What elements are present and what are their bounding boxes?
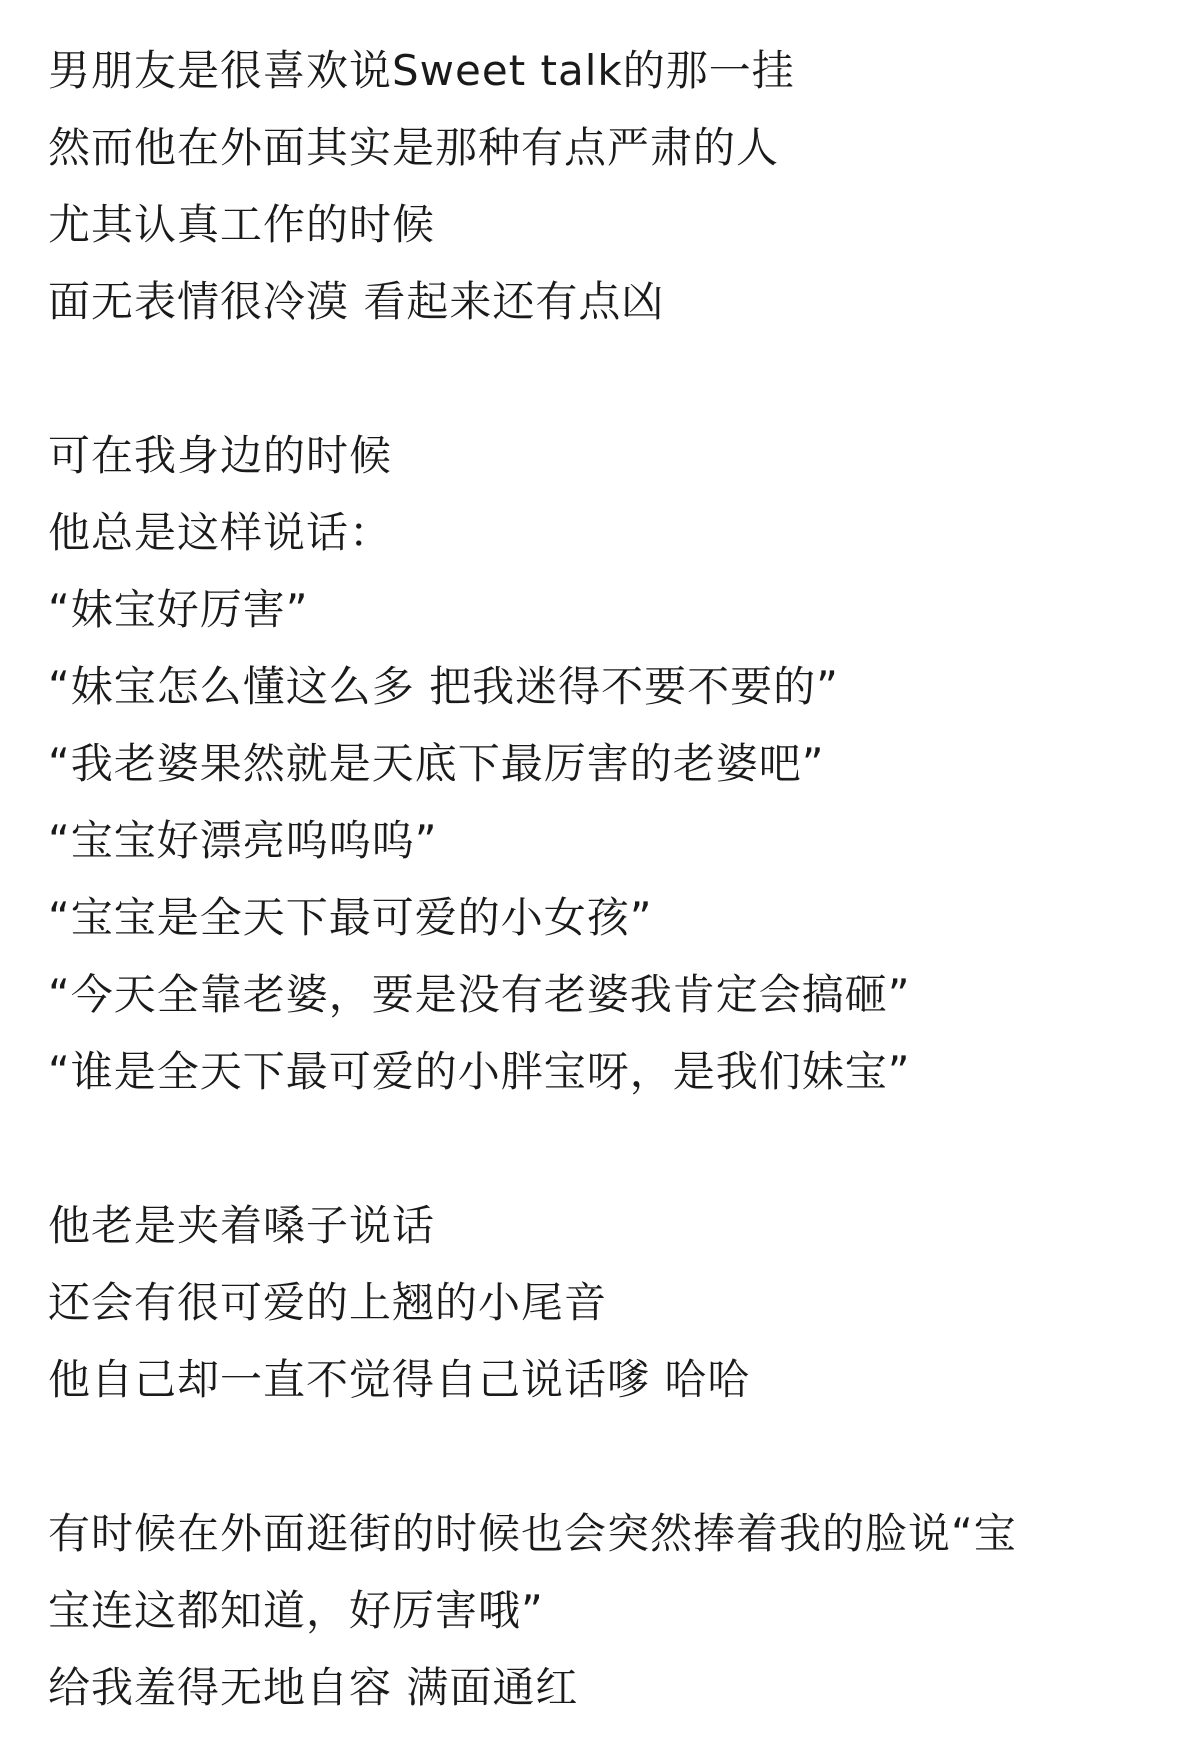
- text-line: 给我羞得无地自容 满面通红: [48, 1663, 579, 1712]
- text-line: 可在我身边的时候: [48, 431, 393, 480]
- quote-line: “妹宝好厉害”: [48, 585, 309, 634]
- text-line: 然而他在外面其实是那种有点严肃的人: [48, 123, 780, 172]
- paragraph-gap: [48, 340, 1148, 417]
- paragraph-2: [48, 417, 1148, 1110]
- paragraph-gap: [48, 1418, 1148, 1495]
- paragraph-1: [48, 32, 1148, 340]
- text-line: 尤其认真工作的时候: [48, 200, 436, 249]
- text-line: 他总是这样说话：: [48, 508, 393, 557]
- text-line: 他自己却一直不觉得自己说话嗲 哈哈: [48, 1355, 751, 1404]
- paragraph-gap: [48, 1110, 1148, 1187]
- text-line: 他老是夹着嗓子说话: [48, 1201, 436, 1250]
- text-line: 面无表情很冷漠 看起来还有点凶: [48, 277, 665, 326]
- quote-line: “今天全靠老婆，要是没有老婆我肯定会搞砸”: [48, 970, 911, 1019]
- quote-line: “谁是全天下最可爱的小胖宝呀，是我们妹宝”: [48, 1047, 911, 1096]
- paragraph-3: [48, 1187, 1148, 1418]
- text-line: 有时候在外面逛街的时候也会突然捧着我的脸说“宝: [48, 1509, 1017, 1558]
- text-line: 男朋友是很喜欢说Sweet talk的那一挂: [48, 46, 795, 95]
- paragraph-4: [48, 1495, 1148, 1726]
- text-line: 宝连这都知道，好厉害哦”: [48, 1586, 544, 1635]
- quote-line: “妹宝怎么懂这么多 把我迷得不要不要的”: [48, 662, 839, 711]
- quote-line: “宝宝好漂亮呜呜呜”: [48, 816, 438, 865]
- quote-line: “宝宝是全天下最可爱的小女孩”: [48, 893, 653, 942]
- text-line: 还会有很可爱的上翘的小尾音: [48, 1278, 608, 1327]
- post-body: [48, 32, 1148, 1726]
- quote-line: “我老婆果然就是天底下最厉害的老婆吧”: [48, 739, 825, 788]
